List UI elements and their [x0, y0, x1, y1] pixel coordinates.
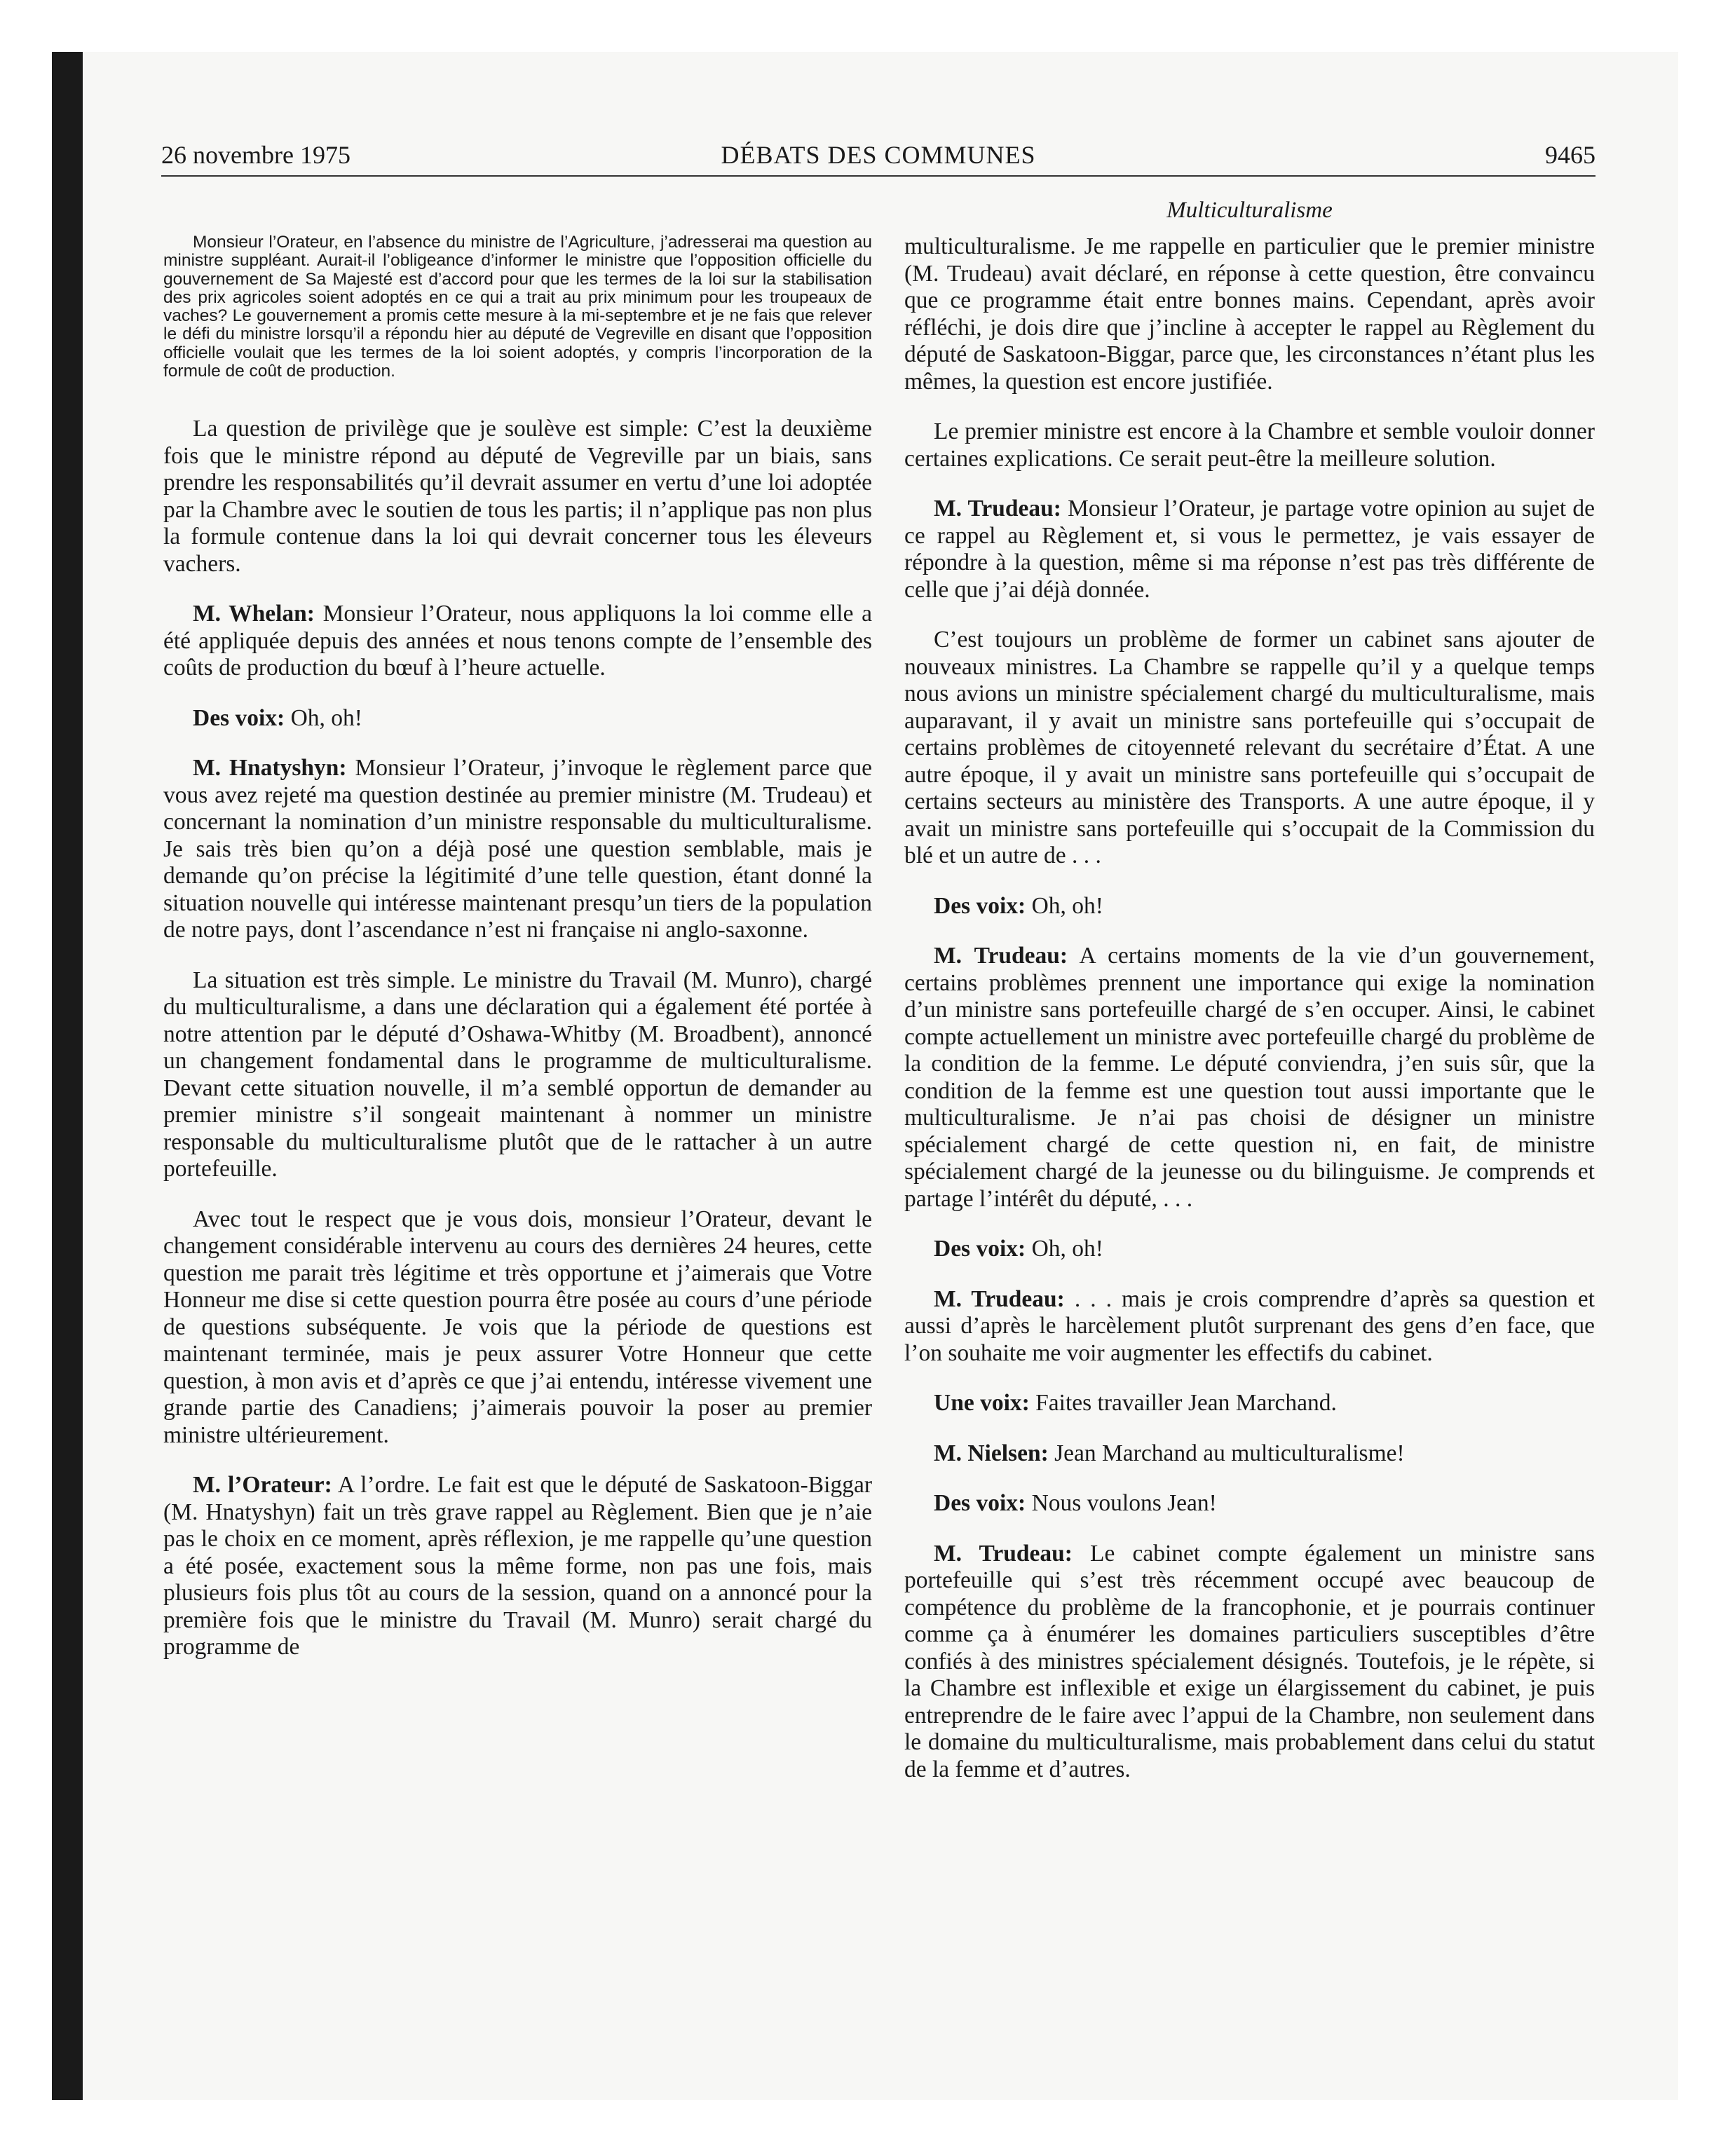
paragraph-text: Oh, oh! — [1031, 1236, 1103, 1262]
paragraph — [163, 1472, 872, 1661]
scan-edge-bar — [52, 52, 83, 2100]
paragraph — [904, 1440, 1595, 1468]
paragraph-text: Monsieur l’Orateur, nous appliquons la loi comme elle a été appliquée depuis des années et nous tenons compte de l’ensemble des coûts de production du bœuf à l’heure actuelle. — [163, 601, 873, 681]
paragraph — [163, 967, 872, 1183]
paragraph — [163, 1206, 872, 1449]
section-title: Multiculturalisme — [1166, 198, 1333, 223]
paragraph — [904, 1236, 1595, 1263]
header-title: DÉBATS DES COMMUNES — [721, 141, 1036, 169]
paragraph-text: Nous voulons Jean! — [1031, 1490, 1217, 1516]
right-column — [904, 233, 1595, 1806]
paragraph-text: La situation est très simple. Le ministre du Travail (M. Munro), chargé du multiculturalisme, a dans une déclaration qui a également été portée à notre attention par le député d’Oshawa-Whitby (M. Broadbent), annoncé un changement fondamental dans le programme de multiculturalisme. Devant cette situation nouvelle, il m’a semblé opportun de demander au premier ministre s’il songeait maintenant à nommer un ministre responsable du multiculturalisme plutôt que de le rattacher à un autre portefeuille. — [163, 967, 872, 1182]
paragraph — [904, 1541, 1595, 1784]
speaker-name: M. Trudeau: — [934, 496, 1061, 521]
paragraph — [904, 496, 1595, 603]
speaker-name: Une voix: — [934, 1390, 1030, 1416]
speaker-name: Des voix: — [193, 704, 285, 731]
paragraph-text: Oh, oh! — [290, 704, 362, 731]
header-page-number: 9465 — [1545, 141, 1595, 169]
paragraph-text: Le cabinet compte également un ministre sans portefeuille qui s’est très récemment occupé avec beaucoup de compétence du problème de la francophonie, et je pourrais continuer comme ça à énumérer les domaines particuliers susceptibles d’être confiés à des ministres spécialement désignés. Toutefois, je le répète, si la Chambre est inflexible et exige un élargissement du cabinet, je puis entreprendre de le faire avec l’appui de la Chambre, non seulement dans le domaine du multiculturalisme, mais probablement dans celui du statut de la femme et d’autres. — [904, 1540, 1595, 1782]
paragraph — [163, 755, 872, 944]
header-date: 26 novembre 1975 — [161, 141, 351, 169]
paragraph — [163, 601, 872, 682]
paragraph — [904, 233, 1595, 395]
paragraph-text: Monsieur l’Orateur, je partage votre opinion au sujet de ce rappel au Règlement et, si vous le permettez, je vais essayer de répondre à la question, même si ma réponse n’est pas très différente de celle que j’ai déjà donnée. — [904, 496, 1595, 603]
paragraph-text: Monsieur l’Orateur, en l’absence du ministre de l’Agriculture, j’adresserai ma question au ministre suppléant. Aurait-il l’obligeance d’informer le ministre que l’opposition officielle du gouvernement de Sa Majesté est d’accord pour que les termes de la loi sur la stabilisation des prix agricoles soient adoptés en ce qui a trait au prix minimum pour les troupeaux de vaches? Le gouvernement a promis cette mesure à la mi-septembre et je ne fais que relever le défi du ministre lorsqu’il a répondu hier au député de Vegreville en disant que l’opposition officielle voulait que les termes de la loi soient adoptés, y compris l’incorporation de la formule de coût de production. — [163, 233, 872, 381]
speaker-name: M. Whelan: — [193, 601, 315, 627]
paragraph-text: Le premier ministre est encore à la Chambre et semble vouloir donner certaines explications. Ce serait peut-être la meilleure solution. — [904, 418, 1595, 472]
speaker-name: Des voix: — [934, 1490, 1026, 1516]
paragraph-text: Jean Marchand au multiculturalisme! — [1054, 1440, 1405, 1466]
paragraph — [904, 1490, 1595, 1517]
page-header — [161, 140, 1595, 177]
paragraph — [904, 627, 1595, 870]
paragraph — [904, 943, 1595, 1213]
paragraph-text: C’est toujours un problème de former un cabinet sans ajouter de nouveaux ministres. La Chambre se rappelle qu’il y a quelque temps nous avions un ministre spécialement chargé du multiculturalisme, mais auparavant, il y avait un ministre sans portefeuille qui s’occupait de certains problèmes de citoyenneté relevant du secrétaire d’État. A une autre époque, il y avait un ministre sans portefeuille qui s’occupait de certains secteurs au ministère des Transports. A une autre époque, il y avait un ministre sans portefeuille qui s’occupait de la Commission du blé et un autre de . . . — [904, 627, 1595, 868]
paragraph-text: A l’ordre. Le fait est que le député de Saskatoon-Biggar (M. Hnatyshyn) fait un très grave rappel au Règlement. Bien que je n’aie pas le choix en ce moment, après réflexion, je me rappelle qu’une question a été posée, exactement sous la même forme, non pas une fois, mais plusieurs fois plus tôt au cours de la session, quand on a annoncé pour la première fois que le ministre du Travail (M. Munro) serait chargé du programme de — [163, 1472, 872, 1660]
paragraph-text: Oh, oh! — [1031, 892, 1103, 919]
paragraph-text: La question de privilège que je soulève est simple: C’est la deuxième fois que le ministre répond au député de Vegreville par un biais, sans prendre les responsabilités qu’il devrait assumer en vertu d’une loi adoptée par la Chambre avec le soutien de tous les partis; il n’applique pas non plus la formule contenue dans la loi qui devrait concerner tous les éleveurs vachers. — [163, 416, 872, 577]
speaker-name: M. Nielsen: — [934, 1440, 1049, 1466]
paragraph-text: Avec tout le respect que je vous dois, monsieur l’Orateur, devant le changement considérable intervenu au cours des dernières 24 heures, cette question me parait très légitime et très opportune et j’aimerais que Votre Honneur me dise si cette question pourra être posée au cours d’une période de questions subséquente. Je vois que la période de questions est maintenant terminée, mais je peux assurer Votre Honneur que cette question, à mon avis et d’après ce que j’ai entendu, intéresse vivement une grande partie des Canadiens; j’aimerais pouvoir la poser au premier ministre ultérieurement. — [163, 1206, 872, 1448]
paragraph-text: Monsieur l’Orateur, j’invoque le règlement parce que vous avez rejeté ma question destinée au premier ministre (M. Trudeau) et concernant la nomination d’un ministre responsable du multiculturalisme. Je sais très bien qu’on a déjà posé une question semblable, mais je demande qu’on précise la légitimité d’une telle question, étant donné la situation nouvelle qui intéresse maintenant presqu’un tiers de la population de notre pays, dont l’ascendance n’est ni française ni anglo-saxonne. — [163, 755, 872, 943]
paragraph — [163, 233, 872, 381]
paragraph — [163, 705, 872, 732]
left-column — [163, 233, 872, 1684]
paragraph — [163, 416, 872, 578]
paragraph-text: A certains moments de la vie d’un gouvernement, certains problèmes prennent une importance qui exige la nomination d’un ministre sans portefeuille chargé de s’en occuper. Ainsi, le cabinet compte actuellement un ministre avec portefeuille chargé du problème de la condition de la femme. Le député conviendra, j’en suis sûr, que la condition de la femme est une question tout aussi importante que le multiculturalisme. Je n’ai pas choisi de désigner un ministre spécialement chargé de cette question ni, en fait, de ministre spécialement chargé de la jeunesse ou du bilinguisme. Je comprends et partage l’intérêt du député, . . . — [904, 943, 1595, 1212]
paragraph — [904, 1286, 1595, 1367]
paragraph — [904, 1390, 1595, 1417]
paragraph — [904, 893, 1595, 920]
speaker-name: Des voix: — [934, 892, 1026, 919]
paragraph-text: multiculturalisme. Je me rappelle en particulier que le premier ministre (M. Trudeau) avait déclaré, en réponse à cette question, être convaincu que ce programme était entre bonnes mains. Cependant, après avoir réfléchi, je dois dire que j’incline à accepter le rappel au Règlement du député de Saskatoon-Biggar, parce que, les circonstances n’étant plus les mêmes, la question est encore justifiée. — [904, 233, 1595, 395]
speaker-name: M. Trudeau: — [934, 1285, 1065, 1312]
speaker-name: M. Trudeau: — [934, 1540, 1073, 1567]
paragraph-text: . . . mais je crois comprendre d’après sa question et aussi d’après le harcèlement plutôt surprenant des gens d’en face, que l’on souhaite me voir augmenter les effectifs du cabinet. — [904, 1285, 1595, 1366]
speaker-name: M. Trudeau: — [934, 943, 1068, 969]
speaker-name: M. Hnatyshyn: — [193, 755, 347, 782]
paragraph-text: Faites travailler Jean Marchand. — [1035, 1390, 1337, 1416]
speaker-name: M. l’Orateur: — [193, 1472, 332, 1499]
speaker-name: Des voix: — [934, 1236, 1026, 1262]
paragraph — [904, 418, 1595, 472]
